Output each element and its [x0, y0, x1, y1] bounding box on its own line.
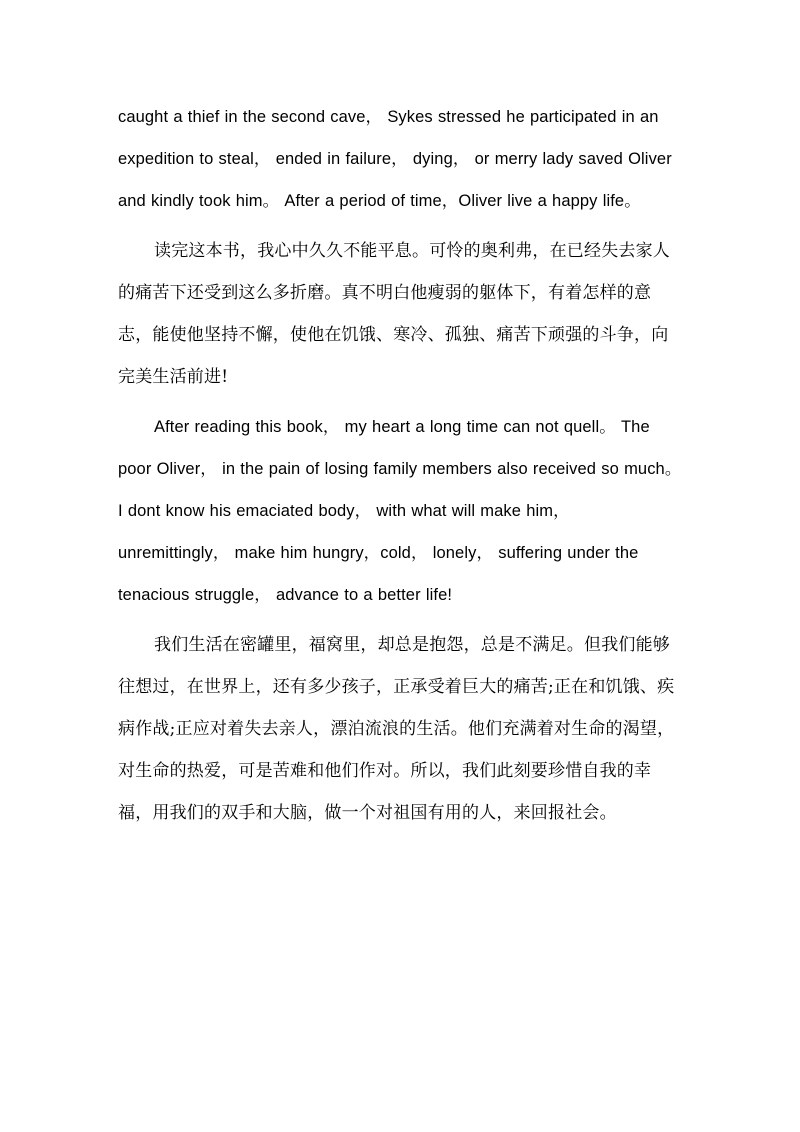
paragraph-english-1: caught a thief in the second cave， Sykes stressed he participated in an expedition to steal， ended in failure， dying， or merry lady saved Oliver and kindly took him。 After a period of time，Oliver live a happy life。 [118, 108, 672, 210]
paragraph-spacer [118, 616, 682, 624]
paragraph-spacer [118, 222, 682, 230]
paragraph-english-2: After reading this book， my heart a long time can not quell。 The poor Oliver， in the pain of losing family members also received so much。 I dont know his emaciated body， with what will make him， unremittingly， make him hungry，cold， lonely， suffering under the tenacious struggle， advance to a better life! [118, 418, 682, 604]
paragraph-chinese-1: 读完这本书，我心中久久不能平息。可怜的奥利弗，在已经失去家人的痛苦下还受到这么多折磨。真不明白他瘦弱的躯体下，有着怎样的意志，能使他坚持不懈，使他在饥饿、寒冷、孤独、痛苦下顽强的斗争，向完美生活前进! [118, 241, 670, 387]
paragraph-spacer [118, 398, 682, 406]
document-body [118, 96, 682, 834]
paragraph-chinese-2: 我们生活在密罐里，福窝里，却总是抱怨，总是不满足。但我们能够往想过，在世界上，还有多少孩子，正承受着巨大的痛苦;正在和饥饿、疾病作战;正应对着失去亲人，漂泊流浪的生活。他们充满着对生命的渴望，对生命的热爱，可是苦难和他们作对。所以，我们此刻要珍惜自我的幸福，用我们的双手和大脑，做一个对祖国有用的人，来回报社会。 [118, 635, 675, 823]
